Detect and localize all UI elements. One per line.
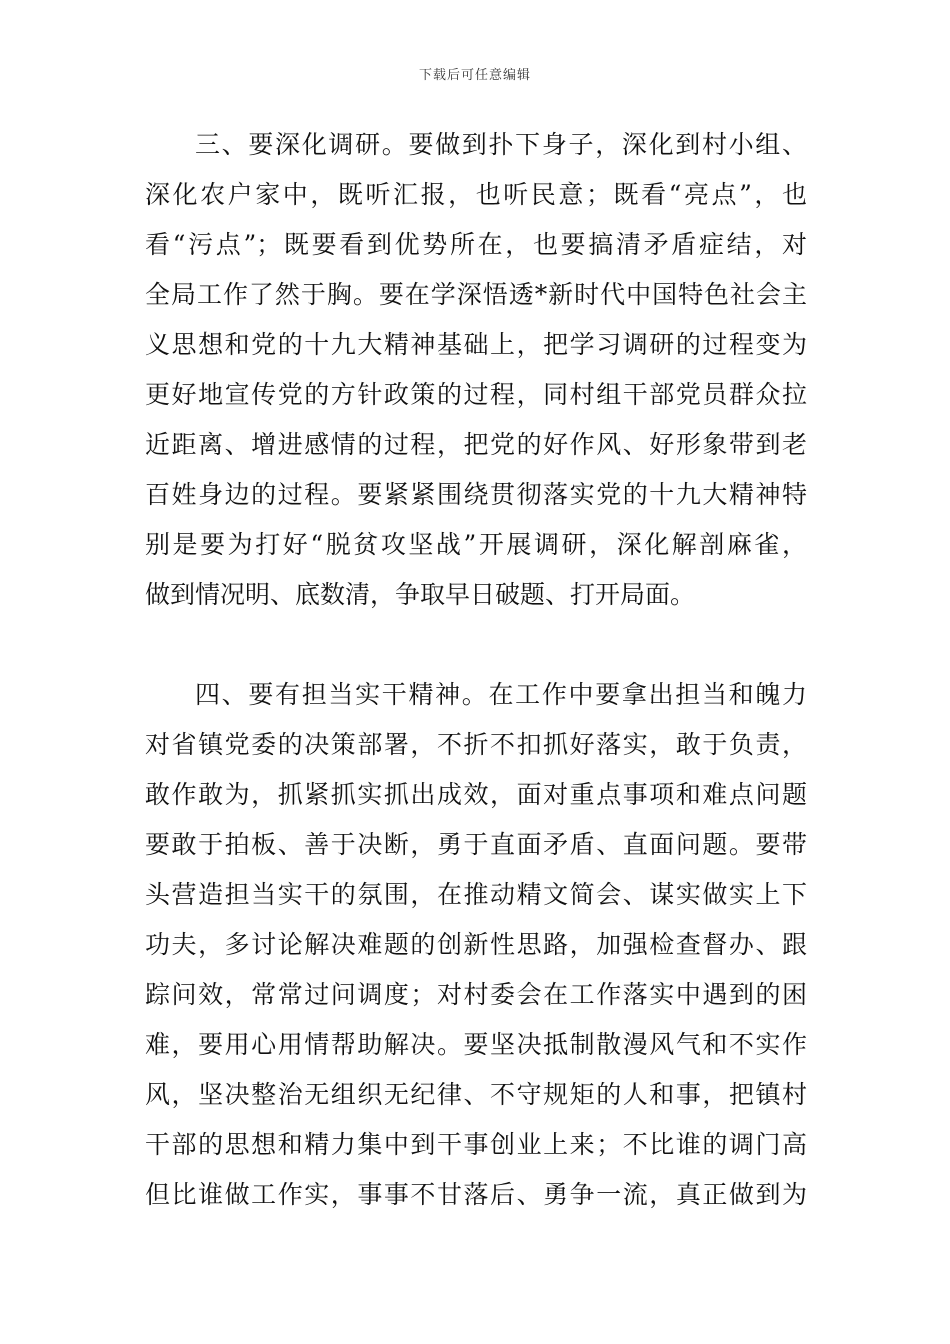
text-line: 踪问效，常常过问调度；对村委会在工作落实中遇到的困 — [145, 980, 807, 1009]
text-line: 干部的思想和精力集中到干事创业上来；不比谁的调门高 — [145, 1130, 807, 1159]
text-line: 看“污点”；既要看到优势所在，也要搞清矛盾症结，对 — [145, 230, 807, 259]
text-line: 义思想和党的十九大精神基础上，把学习调研的过程变为 — [145, 330, 807, 359]
page-header: 下载后可任意编辑 — [418, 68, 531, 83]
text-line: 但比谁做工作实，事事不甘落后、勇争一流，真正做到为 — [145, 1180, 807, 1209]
text-line: 全局工作了然于胸。要在学深悟透*新时代中国特色社会主 — [145, 280, 807, 309]
text-line: 对省镇党委的决策部署，不折不扣抓好落实，敢于负责， — [145, 730, 807, 759]
text-line: 要敢于拍板、善于决断，勇于直面矛盾、直面问题。要带 — [145, 830, 807, 859]
paragraph-3 — [145, 120, 807, 620]
text-line: 四、要有担当实干精神。在工作中要拿出担当和魄力 — [195, 680, 807, 709]
text-line: 头营造担当实干的氛围，在推动精文简会、谋实做实上下 — [145, 880, 807, 909]
text-line: 风，坚决整治无组织无纪律、不守规矩的人和事，把镇村 — [145, 1080, 807, 1109]
text-line: 功夫，多讨论解决难题的创新性思路，加强检查督办、跟 — [145, 930, 807, 959]
paragraph-4 — [145, 670, 807, 1220]
text-line: 敢作敢为，抓紧抓实抓出成效，面对重点事项和难点问题 — [145, 780, 807, 809]
text-line: 近距离、增进感情的过程，把党的好作风、好形象带到老 — [145, 430, 807, 459]
text-line: 深化农户家中，既听汇报，也听民意；既看“亮点”，也 — [145, 180, 807, 209]
text-line: 三、要深化调研。要做到扑下身子，深化到村小组、 — [195, 130, 807, 159]
text-line: 做到情况明、底数清，争取早日破题、打开局面。 — [145, 580, 696, 609]
text-line: 百姓身边的过程。要紧紧围绕贯彻落实党的十九大精神特 — [145, 480, 807, 509]
text-line: 难，要用心用情帮助解决。要坚决抵制散漫风气和不实作 — [145, 1030, 807, 1059]
text-line: 更好地宣传党的方针政策的过程，同村组干部党员群众拉 — [145, 380, 807, 409]
text-line: 别是要为打好“脱贫攻坚战”开展调研，深化解剖麻雀， — [145, 530, 807, 559]
